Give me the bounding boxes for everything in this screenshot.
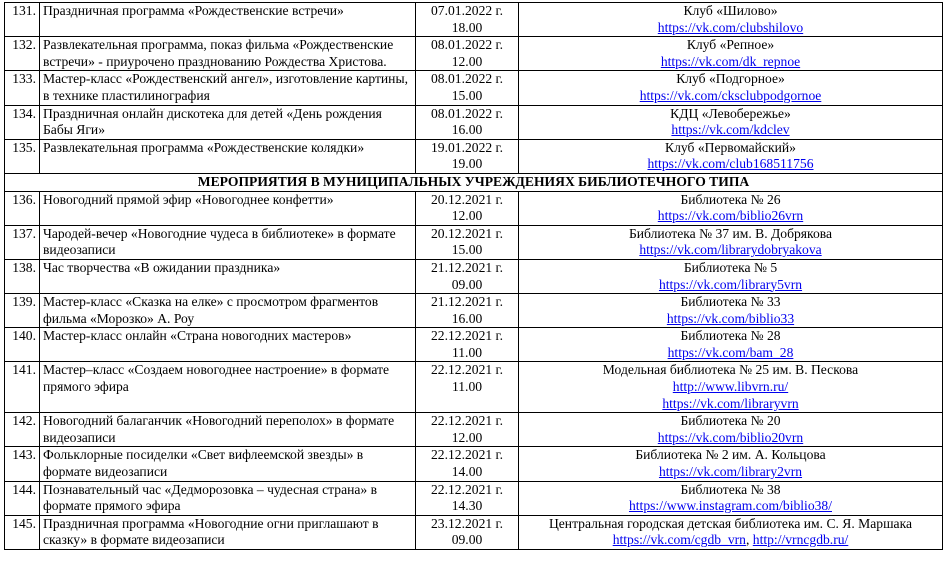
venue-link-line	[522, 208, 939, 225]
venue-link[interactable]: https://vk.com/bam_28	[667, 344, 794, 360]
row-number: 131.	[5, 3, 40, 37]
venue-name: Клуб «Подгорное»	[676, 71, 785, 87]
venue-name: Модельная библиотека № 25 им. В. Пескова	[602, 362, 859, 378]
event-date: 22.12.2021 г.	[430, 362, 503, 378]
event-datetime	[416, 71, 519, 105]
event-datetime	[416, 515, 519, 549]
venue-link-line	[522, 464, 939, 481]
event-name: Мастер–класс «Создаем новогоднее настроение» в формате прямого эфира	[40, 362, 416, 413]
event-venue-cell	[519, 481, 943, 515]
event-venue-cell	[519, 191, 943, 225]
event-datetime	[416, 362, 519, 413]
table-row	[5, 71, 943, 105]
event-time: 18.00	[451, 19, 483, 35]
event-name: Мастер-класс «Сказка на елке» с просмотром фрагментов фильма «Морозко» А. Роу	[40, 294, 416, 328]
venue-link[interactable]: https://vk.com/library2vrn	[658, 464, 803, 480]
venue-name: Библиотека № 20	[680, 413, 781, 429]
event-time: 19.00	[451, 156, 483, 172]
table-row	[5, 139, 943, 173]
event-time: 09.00	[451, 532, 483, 548]
section-row	[5, 173, 943, 191]
venue-name: Клуб «Первомайский»	[665, 139, 796, 155]
event-date: 22.12.2021 г.	[430, 328, 503, 344]
venue-link[interactable]: https://vk.com/cksclubpodgornoe	[639, 87, 822, 103]
venue-link[interactable]: https://vk.com/library5vrn	[658, 276, 803, 292]
event-date: 20.12.2021 г.	[430, 225, 503, 241]
event-datetime	[416, 328, 519, 362]
row-number: 134.	[5, 105, 40, 139]
venue-link-line	[522, 311, 939, 328]
venue-name: Библиотека № 28	[680, 328, 781, 344]
venue-name: Библиотека № 38	[680, 481, 781, 497]
venue-name: Клуб «Репное»	[686, 37, 775, 53]
venue-link-line	[522, 379, 939, 396]
venue-link[interactable]: https://vk.com/librarydobryakova	[639, 242, 822, 258]
event-venue-cell	[519, 259, 943, 293]
event-datetime	[416, 294, 519, 328]
event-time: 09.00	[451, 276, 483, 292]
venue-link[interactable]: https://www.instagram.com/biblio38/	[628, 498, 832, 514]
event-time: 16.00	[451, 310, 483, 326]
table-row	[5, 481, 943, 515]
table-section	[5, 173, 943, 191]
event-datetime	[416, 105, 519, 139]
event-date: 21.12.2021 г.	[430, 294, 503, 310]
table-row	[5, 447, 943, 481]
event-venue-cell	[519, 37, 943, 71]
venue-link-line	[522, 122, 939, 139]
event-date: 20.12.2021 г.	[430, 191, 503, 207]
row-number: 137.	[5, 225, 40, 259]
event-datetime	[416, 3, 519, 37]
event-venue-cell	[519, 139, 943, 173]
venue-name: Центральная городская детская библиотека им. С. Я. Маршака	[548, 515, 913, 531]
event-name: Развлекательная программа, показ фильма «Рождественские встречи» - приурочено празднованию Рождества Христова.	[40, 37, 416, 71]
row-number: 135.	[5, 139, 40, 173]
row-number: 143.	[5, 447, 40, 481]
event-time: 15.00	[451, 87, 483, 103]
table-row	[5, 362, 943, 413]
event-datetime	[416, 413, 519, 447]
table-body-culture-clubs	[5, 3, 943, 174]
event-time: 11.00	[451, 344, 483, 360]
event-venue-cell	[519, 515, 943, 549]
venue-name: Клуб «Шилово»	[683, 3, 778, 18]
event-venue-cell	[519, 294, 943, 328]
event-venue-cell	[519, 413, 943, 447]
event-time: 12.00	[451, 208, 483, 224]
venue-link-line	[522, 277, 939, 294]
event-date: 08.01.2022 г.	[430, 71, 503, 87]
row-number: 142.	[5, 413, 40, 447]
table-row	[5, 105, 943, 139]
event-venue-cell	[519, 362, 943, 413]
event-name: Праздничная программа «Рождественские встречи»	[40, 3, 416, 37]
event-date: 22.12.2021 г.	[430, 447, 503, 463]
row-number: 138.	[5, 259, 40, 293]
venue-name: Библиотека № 26	[680, 191, 781, 207]
row-number: 145.	[5, 515, 40, 549]
event-date: 22.12.2021 г.	[430, 481, 503, 497]
event-datetime	[416, 191, 519, 225]
table-row	[5, 191, 943, 225]
event-name: Развлекательная программа «Рождественские колядки»	[40, 139, 416, 173]
row-number: 141.	[5, 362, 40, 413]
event-date: 22.12.2021 г.	[430, 413, 503, 429]
event-name: Час творчества «В ожидании праздника»	[40, 259, 416, 293]
venue-link[interactable]: https://vk.com/biblio33	[666, 310, 795, 326]
table-row	[5, 294, 943, 328]
event-venue-cell	[519, 105, 943, 139]
event-name: Мастер-класс «Рождественский ангел», изготовление картины, в технике пластилинография	[40, 71, 416, 105]
event-time: 14.00	[451, 464, 483, 480]
event-name: Познавательный час «Дедморозовка – чудесная страна» в формате прямого эфира	[40, 481, 416, 515]
venue-link-line	[522, 430, 939, 447]
venue-link-line	[522, 20, 939, 37]
table-row	[5, 37, 943, 71]
row-number: 136.	[5, 191, 40, 225]
event-datetime	[416, 259, 519, 293]
event-datetime	[416, 225, 519, 259]
table-row	[5, 515, 943, 549]
venue-link[interactable]: https://vk.com/clubshilovo	[657, 19, 804, 35]
venue-link[interactable]: https://vk.com/biblio20vrn	[657, 429, 804, 445]
venue-link[interactable]: https://vk.com/libraryvrn	[662, 395, 799, 411]
venue-link[interactable]: https://vk.com/biblio26vrn	[657, 208, 804, 224]
event-date: 07.01.2022 г.	[430, 3, 503, 18]
event-venue-cell	[519, 3, 943, 37]
event-name: Новогодний балаганчик «Новогодний переполох» в формате видеозаписи	[40, 413, 416, 447]
event-name: Новогодний прямой эфир «Новогоднее конфетти»	[40, 191, 416, 225]
venue-name: Библиотека № 2 им. А. Кольцова	[635, 447, 826, 463]
event-name: Праздничная программа «Новогодние огни приглашают в сказку» в формате видеозаписи	[40, 515, 416, 549]
event-time: 11.00	[451, 379, 483, 395]
table-row	[5, 259, 943, 293]
event-time: 14.30	[451, 498, 483, 514]
row-number: 140.	[5, 328, 40, 362]
event-time: 16.00	[451, 122, 483, 138]
table-row	[5, 3, 943, 37]
venue-name: Библиотека № 33	[680, 294, 781, 310]
event-time: 12.00	[451, 53, 483, 69]
event-date: 08.01.2022 г.	[430, 37, 503, 53]
event-time: 12.00	[451, 429, 483, 445]
event-venue-cell	[519, 71, 943, 105]
venue-link-line	[522, 156, 939, 173]
venue-link[interactable]: https://vk.com/club168511756	[647, 156, 814, 172]
venue-links	[522, 532, 939, 549]
row-number: 144.	[5, 481, 40, 515]
event-name: Чародей-вечер «Новогодние чудеса в библиотеке» в формате видеозаписи	[40, 225, 416, 259]
event-date: 19.01.2022 г.	[430, 139, 503, 155]
event-date: 23.12.2021 г.	[430, 515, 503, 531]
venue-name: КДЦ «Левобережье»	[670, 105, 791, 121]
venue-link[interactable]: https://vk.com/dk_repnoe	[660, 53, 801, 69]
link-separator: ,	[745, 532, 753, 548]
table-row	[5, 413, 943, 447]
events-table	[4, 2, 943, 550]
table-row	[5, 328, 943, 362]
event-datetime	[416, 139, 519, 173]
venue-link-line	[522, 242, 939, 259]
venue-link-line	[522, 54, 939, 71]
table-body-libraries	[5, 191, 943, 549]
venue-link[interactable]: http://www.libvrn.ru/	[672, 379, 789, 395]
event-venue-cell	[519, 225, 943, 259]
event-name: Мастер-класс онлайн «Страна новогодних мастеров»	[40, 328, 416, 362]
venue-link-line	[522, 498, 939, 515]
event-venue-cell	[519, 328, 943, 362]
table-row	[5, 225, 943, 259]
row-number: 139.	[5, 294, 40, 328]
event-time: 15.00	[451, 242, 483, 258]
row-number: 132.	[5, 37, 40, 71]
event-datetime	[416, 37, 519, 71]
venue-link-line	[522, 396, 939, 413]
event-datetime	[416, 481, 519, 515]
event-date: 08.01.2022 г.	[430, 105, 503, 121]
venue-link[interactable]: https://vk.com/cgdb_vrn	[612, 532, 746, 548]
row-number: 133.	[5, 71, 40, 105]
venue-link[interactable]: https://vk.com/kdclev	[671, 122, 790, 138]
venue-name: Библиотека № 5	[683, 259, 778, 275]
event-name: Праздничная онлайн дискотека для детей «День рождения Бабы Яги»	[40, 105, 416, 139]
venue-name: Библиотека № 37 им. В. Добрякова	[628, 225, 833, 241]
event-datetime	[416, 447, 519, 481]
venue-link-line	[522, 345, 939, 362]
section-title: МЕРОПРИЯТИЯ В МУНИЦИПАЛЬНЫХ УЧРЕЖДЕНИЯХ БИБЛИОТЕЧНОГО ТИПА	[5, 173, 943, 191]
event-venue-cell	[519, 447, 943, 481]
venue-link[interactable]: http://vrncgdb.ru/	[752, 532, 849, 548]
event-date: 21.12.2021 г.	[430, 259, 503, 275]
venue-link-line	[522, 88, 939, 105]
event-name: Фольклорные посиделки «Свет вифлеемской звезды» в формате видеозаписи	[40, 447, 416, 481]
